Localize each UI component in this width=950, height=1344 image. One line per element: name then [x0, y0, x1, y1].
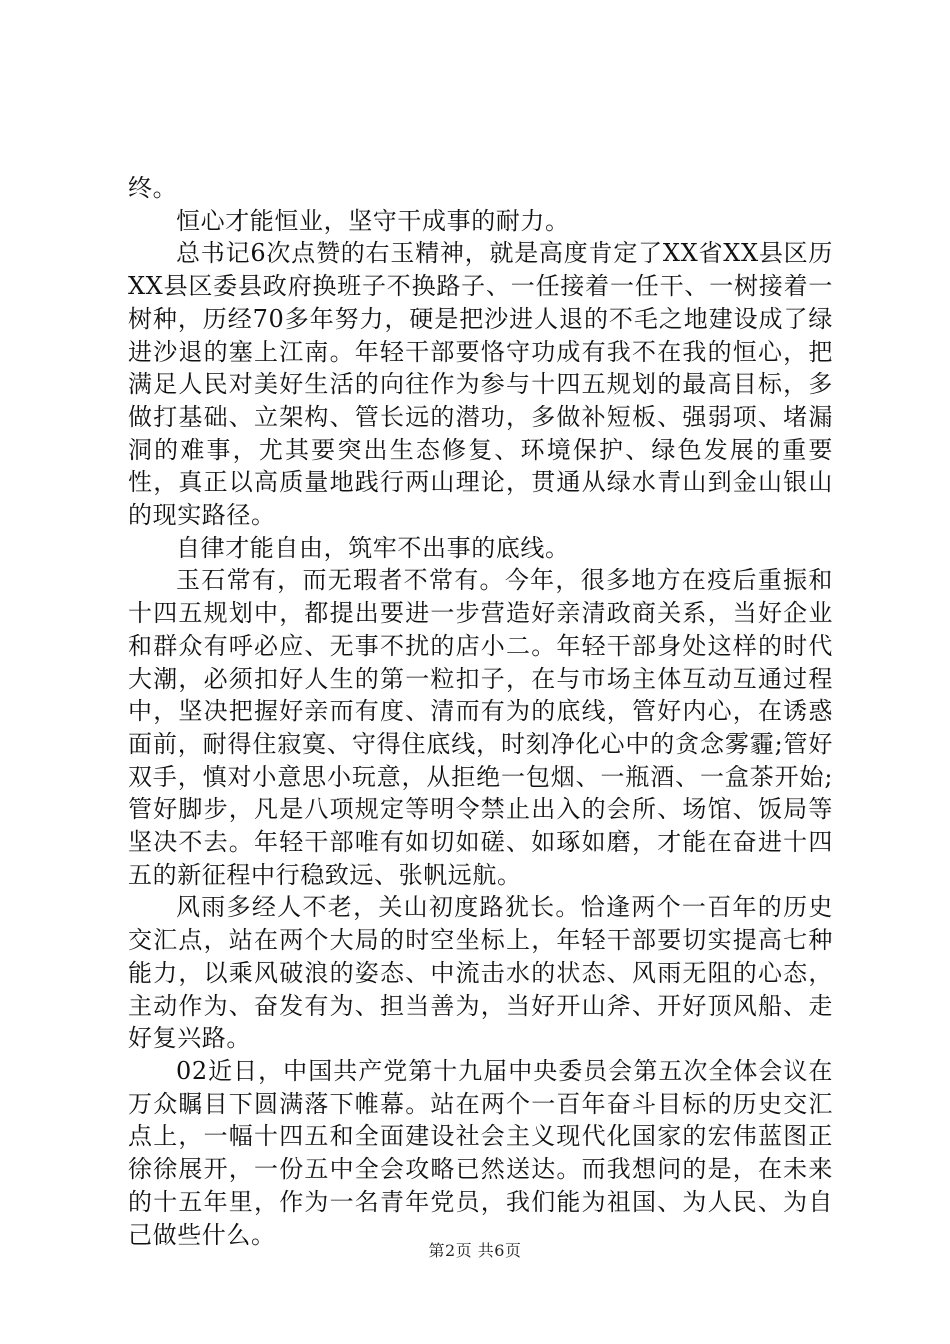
paragraph: 总书记6次点赞的右玉精神，就是高度肯定了XX省XX县区历XX县区委县政府换班子不换路子、一任接着一任干、一树接着一树种，历经70多年努力，硬是把沙进人退的不毛之地建设成了绿进沙退的塞上江南。年轻干部要恪守功成有我不在我的恒心，把满足人民对美好生活的向往作为参与十四五规划的最高目标，多做打基础、立架构、管长远的潜功，多做补短板、强弱项、堵漏洞的难事，尤其要突出生态修复、环境保护、绿色发展的重要性，真正以高质量地践行两山理论，贯通从绿水青山到金山银山的现实路径。: [128, 239, 833, 530]
paragraph: 终。: [128, 174, 178, 202]
section-heading: 自律才能自由，筑牢不出事的底线。: [176, 533, 570, 562]
paragraph: 02近日，中国共产党第十九届中央委员会第五次全体会议在万众瞩目下圆满落下帷幕。站在两个一百年奋斗目标的历史交汇点上，一幅十四五和全面建设社会主义现代化国家的宏伟蓝图正徐徐展开，一份五中全会攻略已然送达。而我想问的是，在未来的十五年里，作为一名青年党员，我们能为祖国、为人民、为自己做些什么。: [128, 1056, 833, 1249]
section-heading: 恒心才能恒业，坚守干成事的耐力。: [176, 206, 570, 235]
document-body: [128, 172, 833, 1251]
paragraph: 风雨多经人不老，关山初度路犹长。恰逢两个一百年的历史交汇点，站在两个大局的时空坐标上，年轻干部要切实提高七种能力，以乘风破浪的姿态、中流击水的状态、风雨无阻的心态，主动作为、奋发有为、担当善为，当好开山斧、开好顶风船、走好复兴路。: [128, 893, 833, 1053]
paragraph: 玉石常有，而无瑕者不常有。今年，很多地方在疫后重振和十四五规划中，都提出要进一步营造好亲清政商关系，当好企业和群众有呼必应、无事不扰的店小二。年轻干部身处这样的时代大潮，必须扣好人生的第一粒扣子，在与市场主体互动互通过程中，坚决把握好亲而有度、清而有为的底线，管好内心，在诱惑面前，耐得住寂寞、守得住底线，时刻净化心中的贪念雾霾;管好双手，慎对小意思小玩意，从拒绝一包烟、一瓶酒、一盒茶开始;管好脚步，凡是八项规定等明令禁止出入的会所、场馆、饭局等坚决不去。年轻干部唯有如切如磋、如琢如磨，才能在奋进十四五的新征程中行稳致远、张帆远航。: [128, 566, 833, 889]
page-number-label: 第2页 共6页: [428, 1241, 522, 1260]
page-footer: [0, 1238, 950, 1261]
